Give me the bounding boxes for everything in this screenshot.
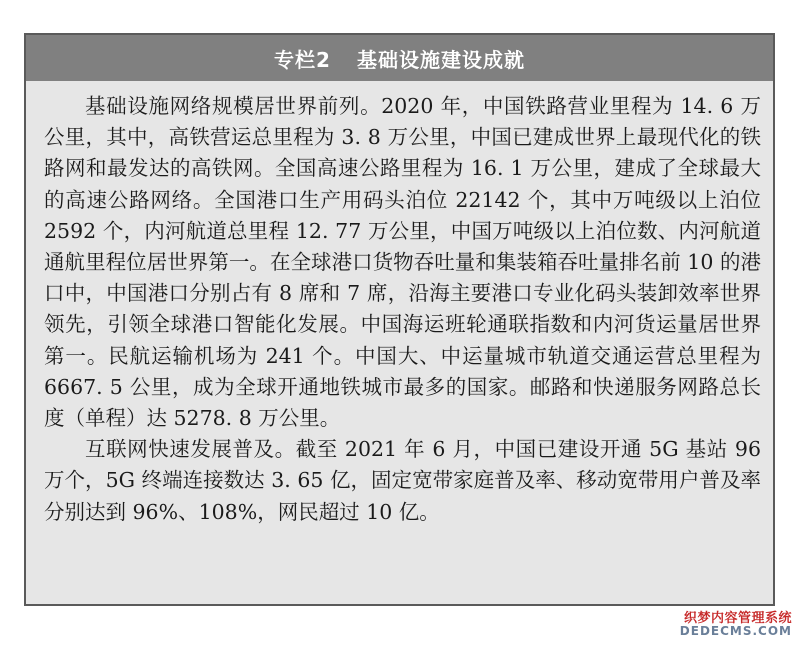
box-title: 基础设施建设成就	[356, 47, 525, 72]
box-label: 专栏2	[274, 47, 331, 72]
watermark-line2: DEDECMS.COM	[679, 624, 792, 638]
site-watermark	[670, 607, 792, 641]
watermark-line1: 织梦内容管理系统	[683, 611, 792, 626]
paragraph-internet: 互联网快速发展普及。截至 2021 年 6 月，中国已建设开通 5G 基站 96 万个，5G 终端连接数达 3. 65 亿，固定宽带家庭普及率、移动宽带用户普及率分别达到 96%、108%，网民超过 10 亿。	[44, 437, 761, 524]
box-title-bar	[26, 35, 773, 81]
sidebar-box	[24, 33, 775, 606]
box-content	[44, 91, 761, 528]
paragraph-infrastructure: 基础设施网络规模居世界前列。2020 年，中国铁路营业里程为 14. 6 万公里，其中，高铁营运总里程为 3. 8 万公里，中国已建成世界上最现代化的铁路网和最发达的高铁网。全国高速公路里程为 16. 1 万公里，建成了全球最大的高速公路网络。全国港口生产用码头泊位 22142 个，其中万吨级以上泊位 2592 个，内河航道总里程 12. 77 万公里，中国万吨级以上泊位数、内河航道通航里程位居世界第一。在全球港口货物吞吐量和集装箱吞吐量排名前 10 的港口中，中国港口分别占有 8 席和 7 席，沿海主要港口专业化码头装卸效率世界领先，引领全球港口智能化发展。中国海运班轮通联指数和内河货运量居世界第一。民航运输机场为 241 个。中国大、中运量城市轨道交通运营总里程为 6667. 5 公里，成为全球开通地铁城市最多的国家。邮路和快递服务网路总长度（单程）达 5278. 8 万公里。	[44, 94, 761, 431]
